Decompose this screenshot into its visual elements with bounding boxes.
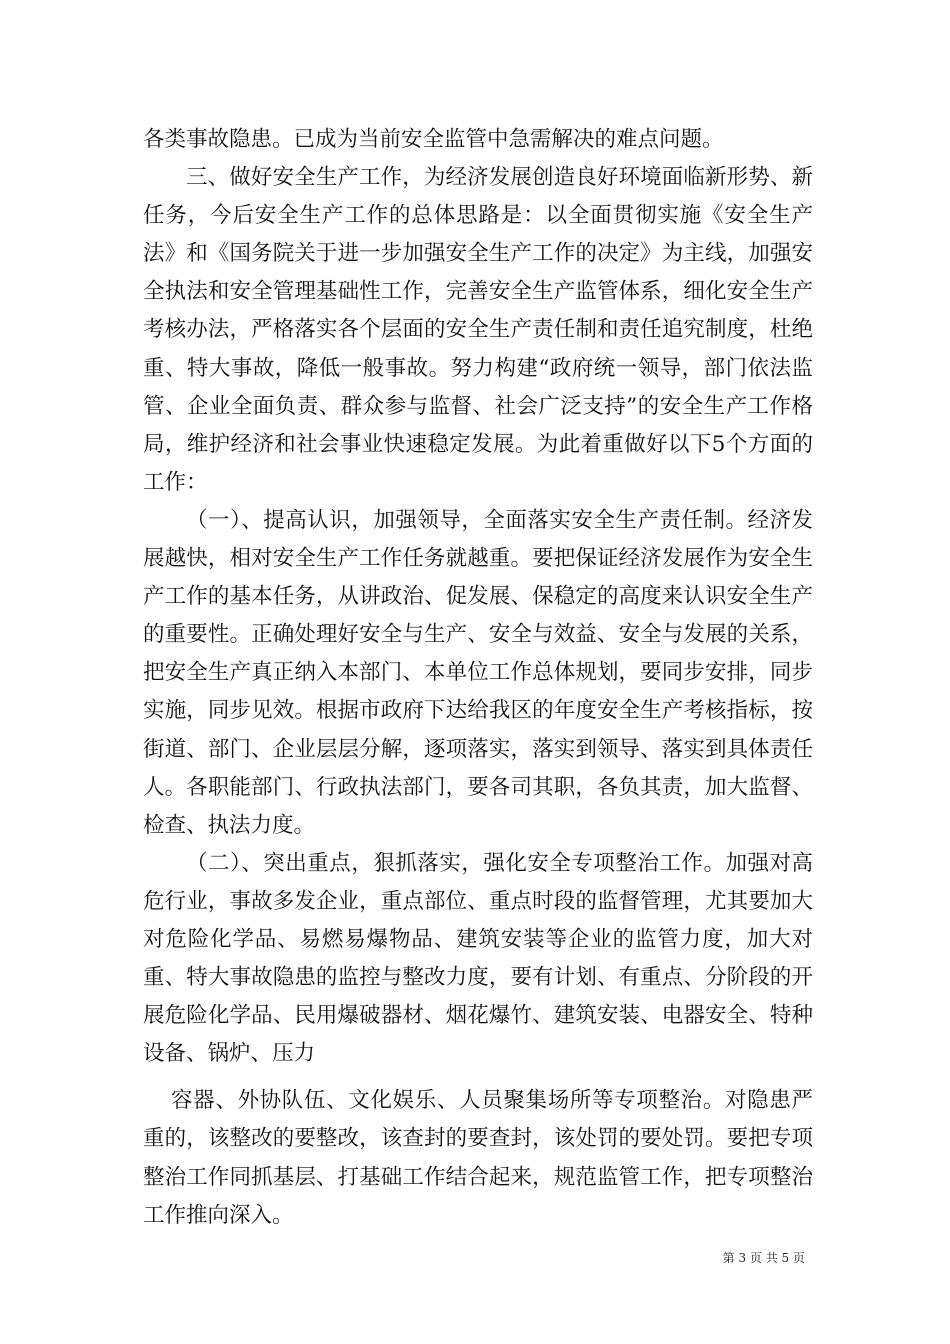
paragraph-item-two-continued: 容器、外协队伍、文化娱乐、人员聚集场所等专项整治。对隐患严重的，该整改的要整改，该查封的要查封，该处罚的要处罚。要把专项整治工作同抓基层、打基础工作结合起来，规范监管工作，把专项整治工作推向深入。 [143, 1088, 813, 1228]
paragraph-item-one: （一）、提高认识，加强领导，全面落实安全生产责任制。经济发展越快，相对安全生产工作任务就越重。要把保证经济发展作为安全生产工作的基本任务，从讲政治、促发展、保稳定的高度来认识安全生产的重要性。正确处理好安全与生产、安全与效益、安全与发展的关系，把安全生产真正纳入本部门、本单位工作总体规划，要同步安排，同步实施，同步见效。根据市政府下达给我区的年度安全生产考核指标，按街道、部门、企业层层分解，逐项落实，落实到领导、落实到具体责任人。各职能部门、行政执法部门，要各司其职，各负其责，加大监督、检查、执法力度。 [143, 507, 813, 838]
page-number-footer: 第 3 页 共 5 页 [722, 1251, 805, 1265]
paragraph-section-three: 三、做好安全生产工作，为经济发展创造良好环境面临新形势、新任务，今后安全生产工作的总体思路是：以全面贯彻实施《安全生产法》和《国务院关于进一步加强安全生产工作的决定》为主线，加强安全执法和安全管理基础性工作，完善安全生产监管体系，细化安全生产考核办法，严格落实各个层面的安全生产责任制和责任追究制度，杜绝重、特大事故，降低一般事故。努力构建“政府统一领导，部门依法监管、企业全面负责、群众参与监督、社会广泛支持”的安全生产工作格局，维护经济和社会事业快速稳定发展。为此着重做好以下5个方面的工作： [143, 165, 813, 495]
paragraph-item-two: （二）、突出重点，狠抓落实，强化安全专项整治工作。加强对高危行业，事故多发企业，重点部位、重点时段的监督管理，尤其要加大对危险化学品、易燃易爆物品、建筑安装等企业的监管力度，加大对重、特大事故隐患的监控与整改力度，要有计划、有重点、分阶段的开展危险化学品、民用爆破器材、烟花爆竹、建筑安装、电器安全、特种设备、锅炉、压力 [143, 850, 813, 1067]
paragraph-continuation: 各类事故隐患。已成为当前安全监管中急需解决的难点问题。 [143, 127, 724, 152]
document-body [143, 121, 813, 1235]
